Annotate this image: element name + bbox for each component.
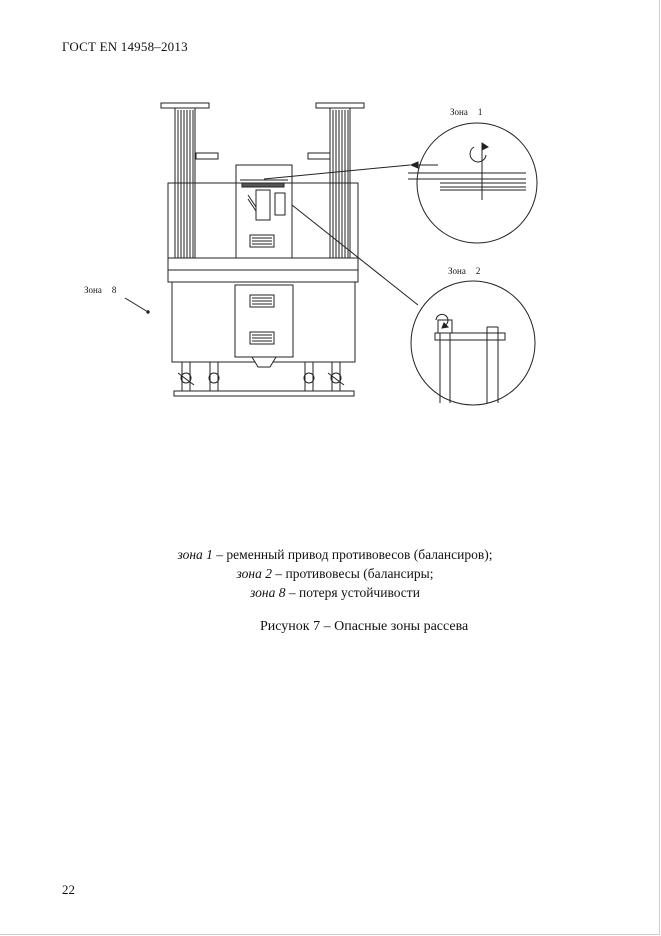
legend-term: зона 8 — [250, 585, 286, 600]
legend-dash: – — [212, 547, 227, 562]
figure-legend — [110, 545, 560, 602]
legend-item-zone-2 — [110, 564, 560, 583]
legend-text: ременный привод противовесов (балансиров); — [226, 547, 493, 562]
figure-sifter-danger-zones — [70, 95, 540, 410]
legend-term: зона 1 — [177, 547, 213, 562]
zone-2-label: Зона 2 — [448, 266, 481, 276]
sifter-drawing — [70, 95, 540, 410]
legend-item-zone-1 — [110, 545, 560, 564]
document-header: ГОСТ EN 14958–2013 — [62, 39, 188, 54]
legend-dash: – — [285, 585, 299, 600]
page-number: 22 — [62, 882, 75, 897]
zone-1-label: Зона 1 — [450, 107, 483, 117]
legend-term: зона 2 — [236, 566, 272, 581]
figure-caption: Рисунок 7 – Опасные зоны рассева — [260, 619, 469, 634]
legend-text: потеря устойчивости — [298, 585, 420, 600]
legend-item-zone-8 — [110, 583, 560, 602]
legend-text: противовесы (балансиры; — [285, 566, 434, 581]
zone-8-label: Зона 8 — [84, 285, 117, 295]
legend-dash: – — [271, 566, 286, 581]
